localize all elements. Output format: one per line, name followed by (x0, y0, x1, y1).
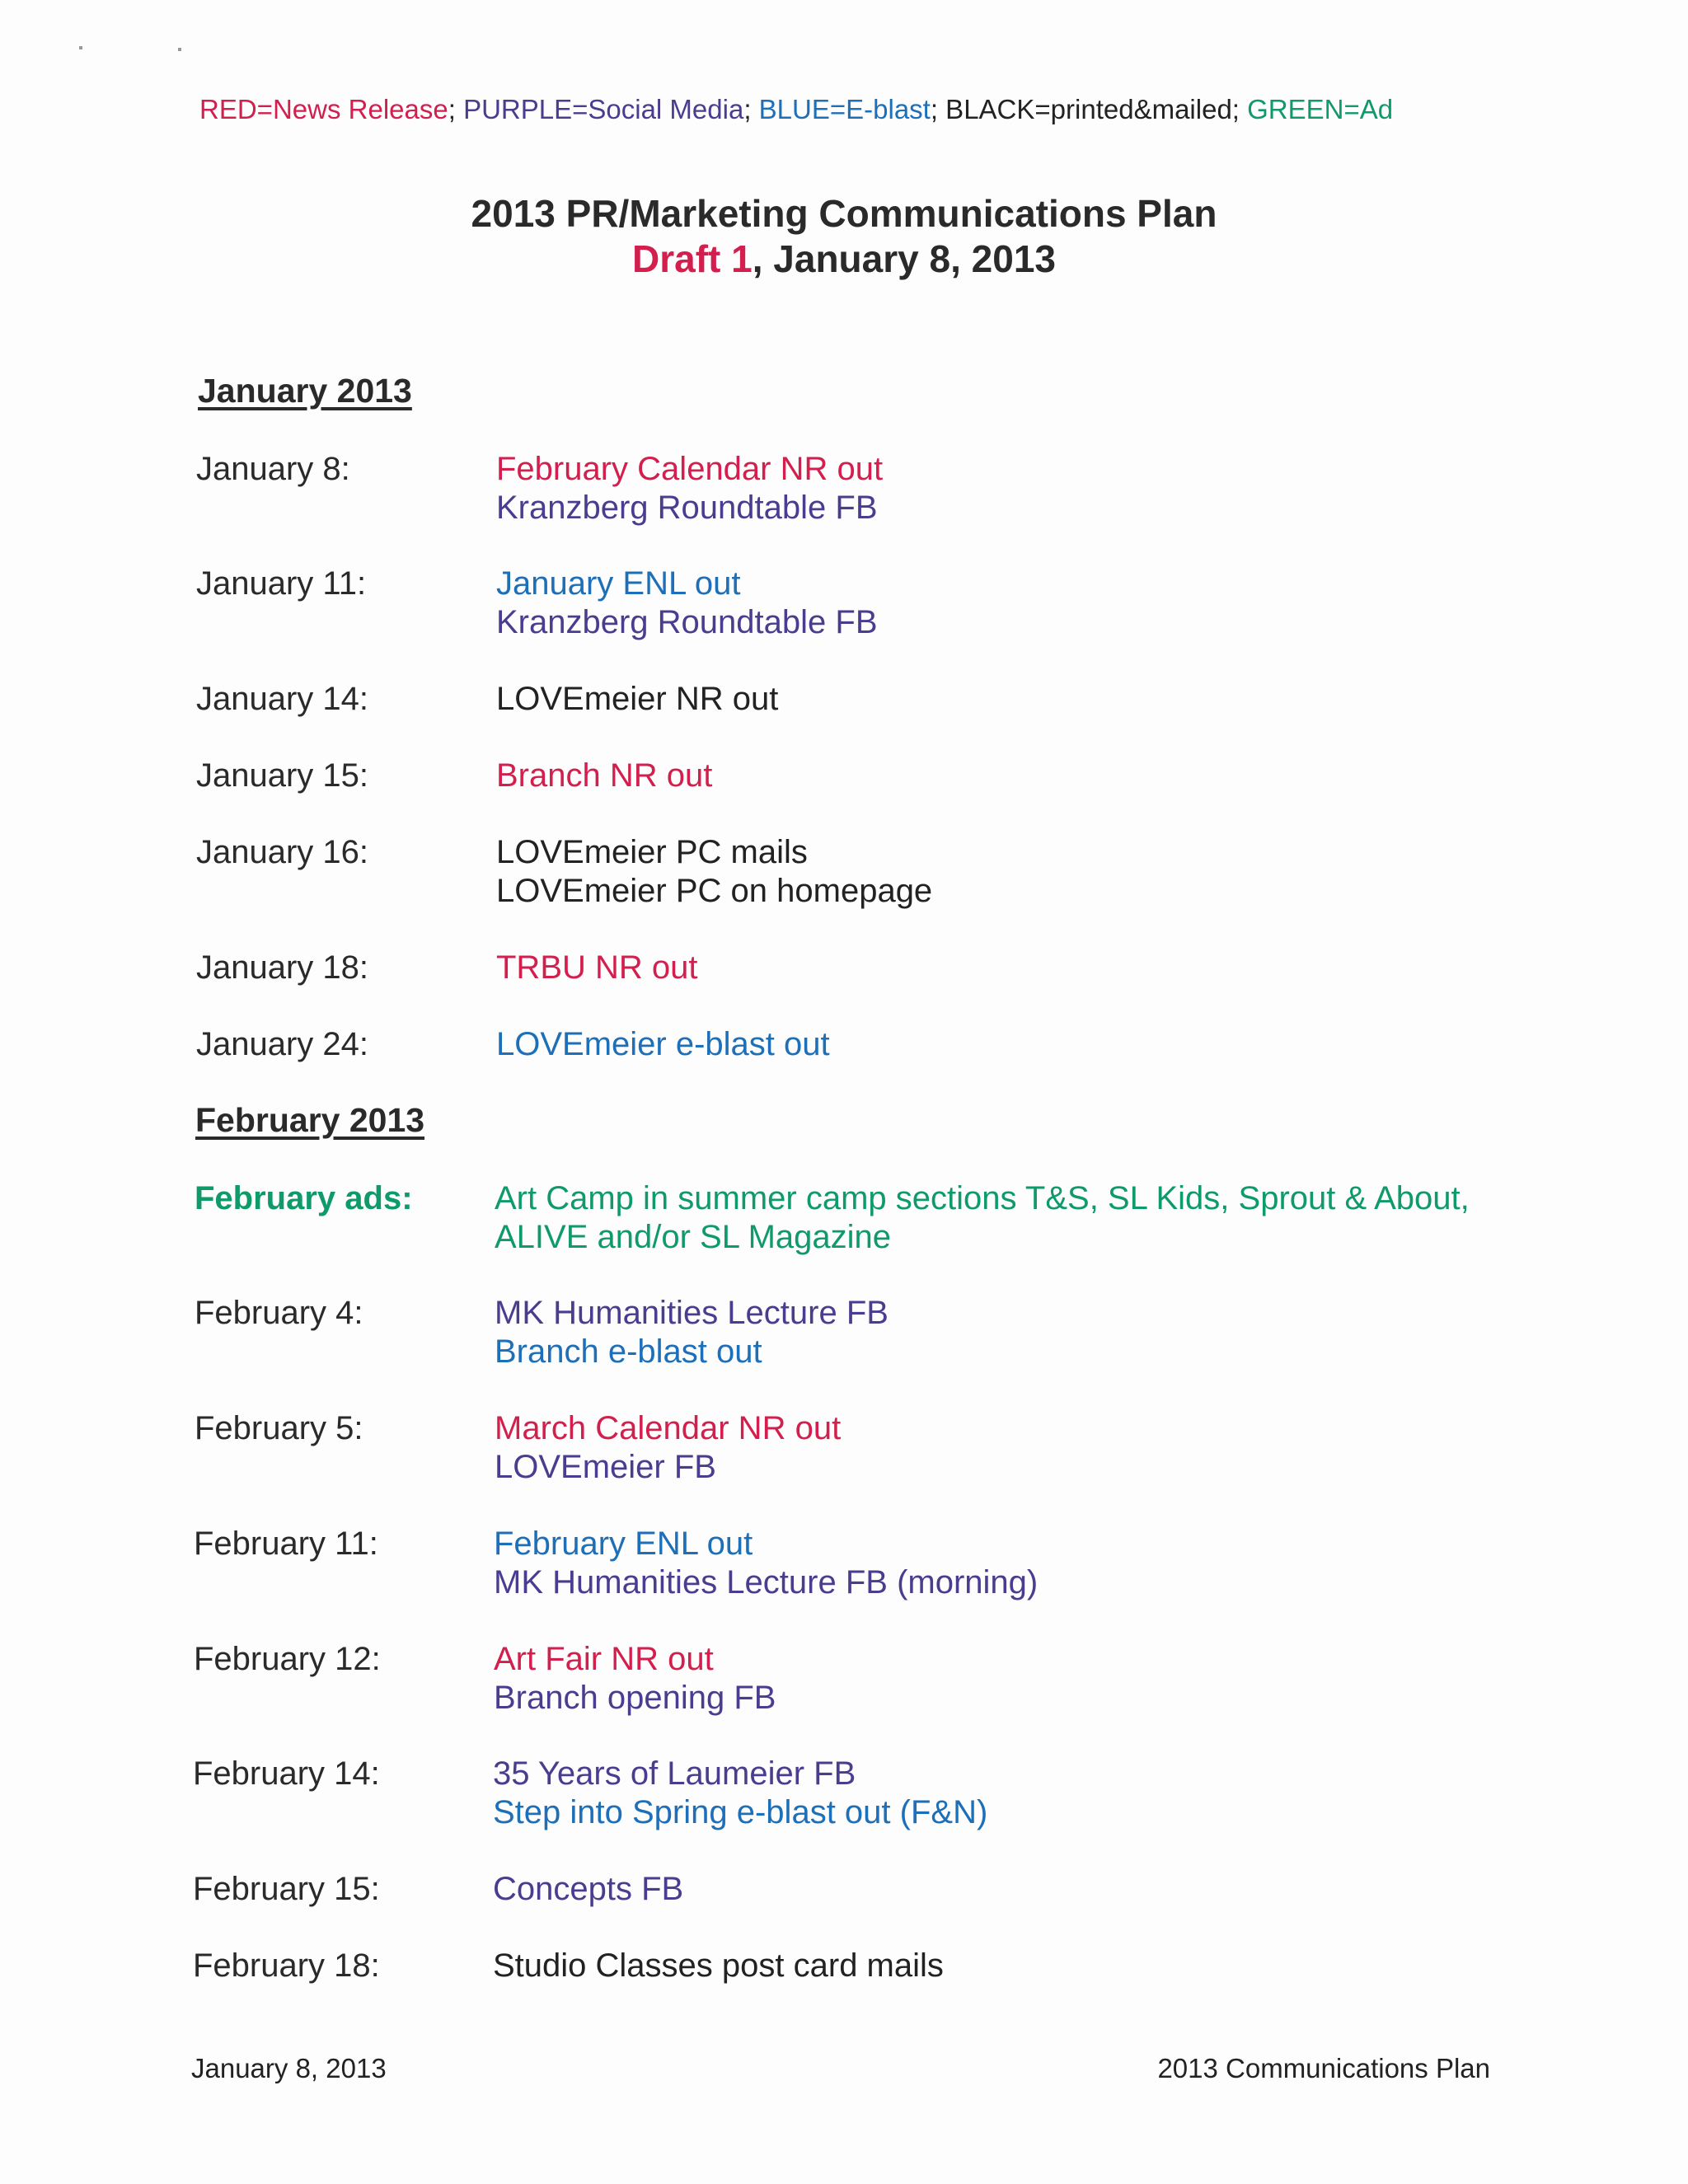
entry: MK Humanities Lecture FB (495, 1295, 889, 1331)
entry: Art Camp in summer camp sections T&S, SL Kids, Sprout & About, (495, 1180, 1470, 1216)
row-entries (494, 1640, 776, 1718)
legend-item: ; BLACK=printed&mailed; (930, 94, 1248, 124)
row-entries (496, 450, 883, 527)
entry: Step into Spring e-blast out (F&N) (493, 1794, 988, 1830)
row-date: January 15: (196, 757, 369, 794)
row-date: January 14: (196, 681, 369, 717)
entry: LOVEmeier e-blast out (496, 1026, 830, 1062)
entry: February ENL out (494, 1526, 753, 1562)
entry: February Calendar NR out (496, 451, 884, 487)
scan-speck (79, 46, 82, 49)
entry: Studio Classes post card mails (493, 1947, 944, 1984)
document-title (0, 191, 1688, 282)
entry: 35 Years of Laumeier FB (493, 1755, 856, 1792)
draft-date: , January 8, 2013 (752, 237, 1056, 280)
legend-item: BLUE=E-blast (758, 94, 931, 124)
row-date: February 15: (193, 1871, 380, 1907)
row-entries (495, 1179, 1470, 1257)
entry: LOVEmeier PC on homepage (496, 873, 933, 909)
entry: January ENL out (496, 565, 741, 602)
scan-speck (178, 48, 181, 51)
legend-separator: ; (448, 94, 464, 124)
row-entries (495, 1409, 841, 1487)
row-date: February 12: (194, 1641, 381, 1677)
row-entries (496, 949, 698, 987)
entry: MK Humanities Lecture FB (morning) (494, 1564, 1039, 1601)
color-legend (199, 94, 1393, 125)
legend-separator: ; (743, 94, 759, 124)
draft-label: Draft 1 (632, 237, 753, 280)
row-entries (496, 565, 878, 642)
row-entries (493, 1947, 944, 1985)
row-entries (496, 757, 712, 795)
row-date: January 8: (196, 451, 350, 487)
row-entries (494, 1525, 1038, 1602)
entry: March Calendar NR out (495, 1410, 842, 1446)
entry: Branch opening FB (494, 1680, 776, 1716)
row-date: January 18: (196, 949, 369, 986)
row-entries (493, 1755, 987, 1832)
legend-item: GREEN=Ad (1247, 94, 1394, 124)
entry: ALIVE and/or SL Magazine (495, 1219, 892, 1255)
row-entries (496, 1025, 830, 1064)
row-date: January 16: (196, 834, 369, 870)
section-heading-january: January 2013 (198, 372, 412, 410)
section-heading-february: February 2013 (195, 1101, 425, 1139)
row-date: February ads: (195, 1180, 413, 1216)
row-date: February 14: (193, 1755, 380, 1792)
entry: LOVEmeier NR out (496, 681, 779, 717)
entry: Art Fair NR out (494, 1641, 714, 1677)
legend-item: RED=News Release (199, 94, 448, 124)
draft-line (0, 237, 1688, 282)
row-date: February 11: (194, 1526, 378, 1562)
title-line: 2013 PR/Marketing Communications Plan (471, 192, 1217, 235)
row-date: January 24: (196, 1026, 369, 1062)
entry: LOVEmeier PC mails (496, 834, 808, 870)
row-entries (495, 1294, 889, 1371)
entry: Branch NR out (496, 757, 713, 794)
row-date: February 4: (195, 1295, 363, 1331)
entry: TRBU NR out (496, 949, 698, 986)
entry: LOVEmeier FB (495, 1449, 716, 1485)
row-date: January 11: (196, 565, 367, 602)
footer-title: 2013 Communications Plan (1157, 2053, 1490, 2083)
row-date: February 18: (193, 1947, 380, 1984)
footer-date: January 8, 2013 (191, 2053, 387, 2083)
row-entries (493, 1870, 683, 1909)
entry: Kranzberg Roundtable FB (496, 490, 878, 526)
entry: Kranzberg Roundtable FB (496, 604, 878, 640)
row-date: February 5: (195, 1410, 363, 1446)
legend-item: PURPLE=Social Media (463, 94, 744, 124)
row-entries (496, 833, 932, 911)
entry: Branch e-blast out (495, 1333, 762, 1370)
row-entries (496, 680, 778, 719)
entry: Concepts FB (493, 1871, 684, 1907)
